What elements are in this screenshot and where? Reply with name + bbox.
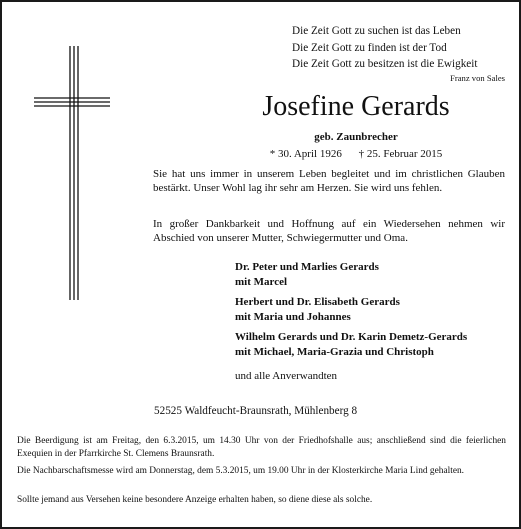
family-names: Dr. Peter und Marlies Gerards: [235, 261, 379, 273]
family-entry: [235, 330, 510, 361]
family-children: mit Michael, Maria-Grazia und Christoph: [235, 346, 434, 359]
birth-name: geb. Zaunbrecher: [314, 131, 398, 143]
birth-date: * 30. April 1926: [269, 148, 342, 160]
life-dates: [215, 148, 497, 160]
poem-line: Die Zeit Gott zu suchen ist das Leben: [292, 25, 461, 37]
death-date: † 25. Februar 2015: [358, 148, 443, 160]
notice-note: Sollte jemand aus Versehen keine besondere Anzeige erhalten haben, so diene diese als solche.: [17, 495, 373, 505]
family-children: mit Maria und Johannes: [235, 311, 351, 324]
other-relatives: und alle Anverwandten: [235, 370, 338, 382]
mass-note: Die Nachbarschaftsmesse wird am Donnerstag, dem 5.3.2015, um 19.00 Uhr in der Klosterkirche Maria Lind gehalten.: [17, 466, 465, 476]
tribute-paragraph: Sie hat uns immer in unserem Leben begleitet und im christlichen Glauben bestärkt. Unser Wohl lag ihr sehr am Herzen. Sie wird uns fehlen.: [153, 168, 505, 195]
address: 52525 Waldfeucht-Braunsrath, Mühlenberg 8: [154, 405, 358, 417]
family-entry: [235, 260, 510, 291]
cross-icon: [32, 44, 112, 304]
farewell-paragraph: In großer Dankbarkeit und Hoffnung auf ein Wiedersehen nehmen wir Abschied von unserer Mutter, Schwiegermutter und Oma.: [153, 218, 505, 245]
funeral-note: Die Beerdigung ist am Freitag, den 6.3.2015, um 14.30 Uhr von der Friedhofshalle aus; anschließend sind die feierlichen Exequien in der Pfarrkirche St. Clemens Braunsrath.: [17, 436, 506, 459]
family-entry: [235, 295, 510, 326]
poem-line: Die Zeit Gott zu besitzen ist die Ewigkeit: [292, 58, 478, 70]
poem: [292, 23, 507, 73]
deceased-name: Josefine Gerards: [262, 91, 450, 122]
poem-author: Franz von Sales: [450, 73, 505, 83]
family-children: mit Marcel: [235, 276, 288, 289]
poem-line: Die Zeit Gott zu finden ist der Tod: [292, 41, 447, 54]
family-names: Wilhelm Gerards und Dr. Karin Demetz-Gerards: [235, 331, 468, 343]
family-names: Herbert und Dr. Elisabeth Gerards: [235, 296, 400, 308]
